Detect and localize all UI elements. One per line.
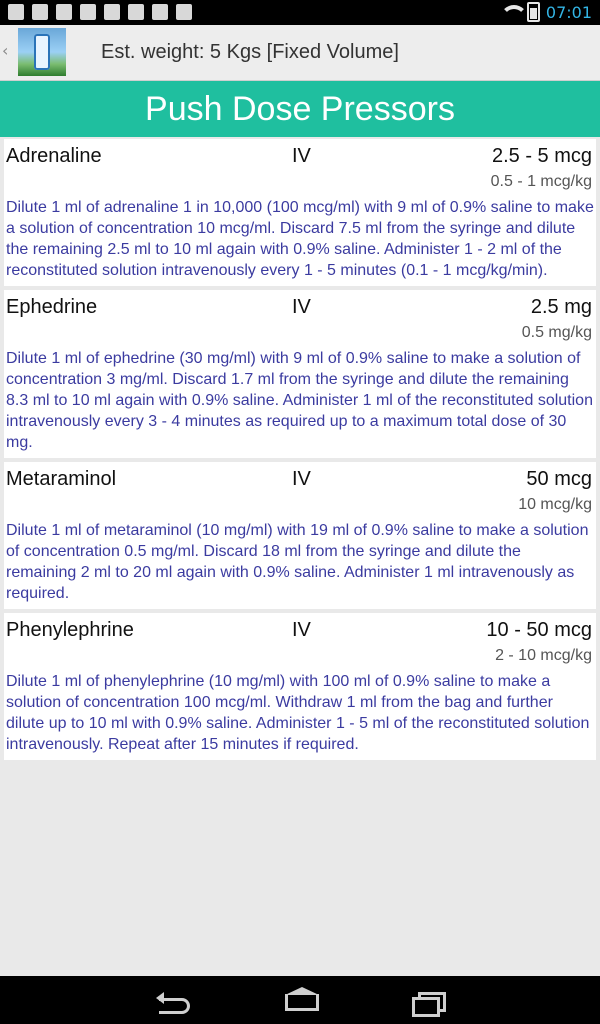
status-bar [0, 0, 600, 25]
page-title: Est. weight: 5 Kgs [Fixed Volume] [101, 41, 399, 63]
drug-dose: 2.5 - 5 mcg [491, 145, 592, 167]
video-icon [152, 4, 168, 20]
drug-name: Ephedrine [6, 296, 98, 318]
drug-card-ephedrine[interactable] [4, 290, 596, 458]
chat-icon [56, 4, 72, 20]
up-navigation-icon[interactable]: ‹ [2, 41, 9, 60]
drug-card-adrenaline[interactable] [4, 139, 596, 286]
drug-name: Metaraminol [6, 468, 117, 490]
drug-dose-per-kg: 2 - 10 mcg/kg [495, 647, 592, 664]
status-indicators [499, 2, 592, 22]
system-nav-bar [0, 976, 600, 1024]
drug-dose: 2.5 mg [530, 296, 592, 318]
drug-route: IV [292, 619, 311, 641]
section-header: Push Dose Pressors [0, 81, 600, 137]
drug-list [4, 139, 596, 764]
home-icon[interactable] [283, 988, 317, 1012]
drug-card-metaraminol[interactable] [4, 462, 596, 609]
image-icon [32, 4, 48, 20]
drug-route: IV [292, 296, 311, 318]
drug-route: IV [292, 468, 311, 490]
drug-dose-per-kg: 10 mcg/kg [518, 496, 592, 513]
drug-description: Dilute 1 ml of ephedrine (30 mg/ml) with 9 ml of 0.9% saline to make a solution of concentration 3 mg/ml. Discard 1.7 ml from the syringe and dilute the remaining 8.3 ml to 10 ml again with 0.9% saline. Administer 1 ml of the reconstituted solution intravenously every 3 - 4 minutes as required up to a maximum total dose of 30 mg. [6, 350, 593, 451]
check-icon [128, 4, 144, 20]
drug-dose: 50 mcg [526, 468, 592, 490]
cat-icon [176, 4, 192, 20]
battery-icon [527, 2, 540, 22]
drug-dose: 10 - 50 mcg [486, 619, 592, 641]
drug-description: Dilute 1 ml of adrenaline 1 in 10,000 (100 mcg/ml) with 9 ml of 0.9% saline to make a solution of concentration 10 mcg/ml. Discard 7.5 ml from the syringe and dilute the remaining 2.5 ml to 10 ml again with 0.9% saline. Administer 1 - 2 ml of the reconstituted solution intravenously every 1 - 5 minutes (0.1 - 1 mcg/kg/min). [6, 199, 594, 279]
action-bar [0, 25, 600, 81]
app-logo-icon[interactable] [18, 28, 66, 76]
drug-route: IV [292, 145, 311, 167]
recent-apps-icon[interactable] [410, 988, 444, 1012]
drug-name: Adrenaline [6, 145, 102, 167]
wifi-icon [499, 4, 521, 20]
drug-name: Phenylephrine [6, 619, 134, 641]
drug-description: Dilute 1 ml of phenylephrine (10 mg/ml) with 100 ml of 0.9% saline to make a solution of concentration 100 mcg/ml. Withdraw 1 ml from the bag and further dilute up to 10 ml with 0.9% saline. Administer 1 - 5 ml of the reconstituted solution intravenously. Repeat after 15 minutes if required. [6, 673, 590, 753]
notification-icons [8, 4, 192, 20]
drug-description: Dilute 1 ml of metaraminol (10 mg/ml) with 19 ml of 0.9% saline to make a solution of concentration 0.5 mg/ml. Discard 18 ml from the syringe and dilute the remaining 2 ml to 20 ml again with 0.9% saline. Administer 1 ml intravenously as required. [6, 522, 589, 602]
drug-dose-per-kg: 0.5 mg/kg [521, 324, 592, 341]
android-icon [80, 4, 96, 20]
file-icon [104, 4, 120, 20]
drug-card-phenylephrine[interactable] [4, 613, 596, 760]
dropbox-icon [8, 4, 24, 20]
clock: 07:01 [545, 2, 592, 22]
back-icon[interactable] [156, 988, 190, 1012]
drug-dose-per-kg: 0.5 - 1 mcg/kg [490, 173, 592, 190]
